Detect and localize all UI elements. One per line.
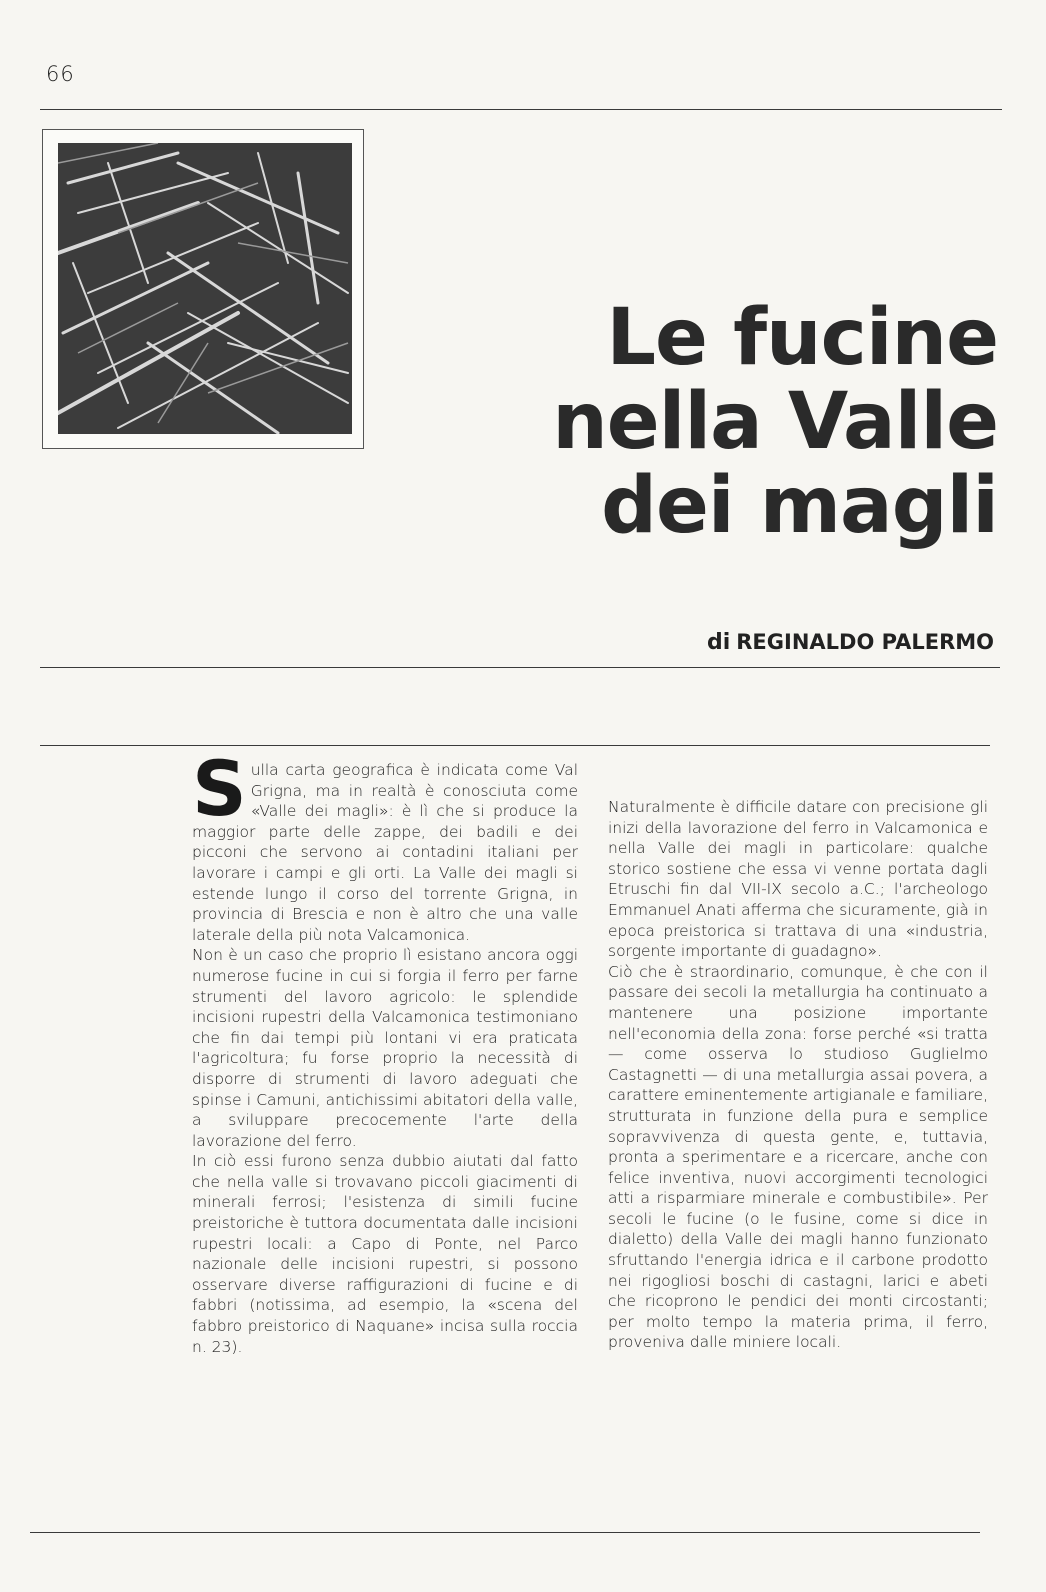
right-column	[608, 797, 988, 1353]
paragraph: Naturalmente è difficile datare con precisione gli inizi della lavorazione del ferro in Valcamonica e nella Valle dei magli in particolare: qualche storico sostiene che essa vi venne portata dagli Etruschi fin dal VII-IX secolo a.C.; l'archeologo Emmanuel Anati afferma che sicuramente, già in epoca preistorica si trattava di una «industria, sorgente importante di guadagno».	[608, 798, 988, 961]
paragraph: Ciò che è straordinario, comunque, è che con il passare dei secoli la metallurgia ha continuato a mantenere una posizione importante nell'economia della zona: forse perché «si tratta — come osserva lo studioso Guglielmo Castagnetti — di una metallurgia assai povera, a carattere eminentemente artigianale e familiare, strutturata in funzione della pura e semplice sopravvivenza di questa gente, e, tuttavia, pronta a sperimentare e a ricercare, anche con felice inventiva, nuovi accorgimenti tecnologici atti a risparmiare minerale e combustibile». Per secoli le fucine (o le fusine, come si dice in dialetto) della Valle dei magli hanno funzionato sfruttando l'energia idrica e il carbone prodotto nei rigogliosi boschi di castagni, larici e abeti che ricoprono le pendici dei monti circostanti; per molto tempo la materia prima, il ferro, proveniva dalle miniere locali.	[608, 962, 988, 1352]
bottom-rule	[30, 1532, 980, 1533]
article-photo	[58, 143, 352, 434]
title-line-2: nella Valle	[552, 377, 998, 467]
title-line-3: dei magli	[601, 461, 998, 551]
paragraph	[192, 744, 578, 945]
drop-cap: S	[192, 744, 247, 833]
byline-prefix: di	[706, 630, 731, 655]
author-name: REGINALDO PALERMO	[736, 630, 994, 654]
top-rule	[40, 109, 1002, 110]
page-number: 66	[46, 62, 75, 86]
paragraph-text: ulla carta geografica è indicata come Val Grigna, ma in realtà è conosciuta come «Valle dei magli»: è lì che si produce la maggior parte delle zappe, dei badili e dei picconi che servono ai contadini italiani per lavorare i campi e gli orti. La Valle dei magli si estende lungo il corso del torrente Grigna, in provincia di Brescia e non è altro che una valle laterale della più nota Valcamonica.	[192, 761, 578, 944]
byline-rule	[40, 667, 1000, 668]
crystalline-texture-image	[58, 143, 352, 434]
left-column	[192, 744, 578, 1357]
paragraph: In ciò essi furono senza dubbio aiutati dal fatto che nella valle si trovavano piccoli giacimenti di minerali ferrosi; l'esistenza di simili fucine preistoriche è tuttora documentata dalle incisioni rupestri locali: a Capo di Ponte, nel Parco nazionale delle incisioni rupestri, si possono osservare diverse raffigurazioni di fucine e di fabbri (notissima, ad esempio, la «scena del fabbro preistorico di Naquane» incisa sulla roccia n. 23).	[192, 1152, 578, 1356]
byline	[707, 630, 994, 655]
paragraph: Non è un caso che proprio lì esistano ancora oggi numerose fucine in cui si forgia il ferro per farne strumenti del lavoro agricolo: le splendide incisioni rupestri della Valcamonica testimoniano che fin dai tempi più lontani vi era praticata l'agricoltura; fu forse proprio la necessità di disporre di strumenti di lavoro adeguati che spinse i Camuni, antichissimi abitatori della valle, a sviluppare precocemente l'arte della lavorazione del ferro.	[192, 946, 578, 1150]
article-title	[552, 293, 998, 551]
title-line-1: Le fucine	[606, 293, 998, 383]
body-top-rule	[40, 745, 990, 746]
